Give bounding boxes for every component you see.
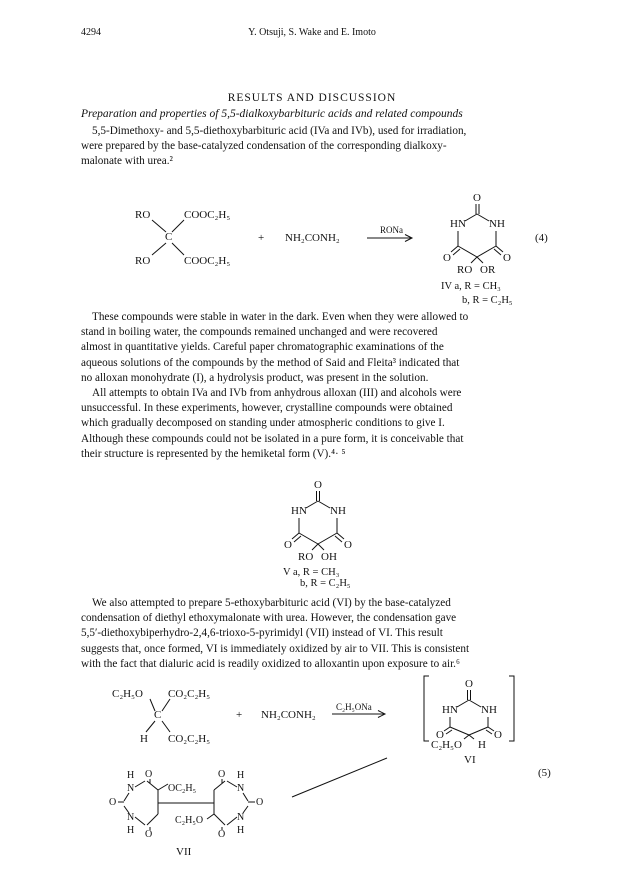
paragraph-2 [81, 310, 559, 386]
bond [243, 793, 248, 801]
scheme4-label-iva: IV a, R = CH₃ [441, 281, 501, 292]
paragraph-3-line: which gradually decomposed on standing under atmospheric conditions to give I. [81, 417, 445, 430]
bond [469, 727, 488, 735]
reaction-scheme-4 [0, 185, 624, 310]
double-bond [446, 730, 452, 734]
subsection-title: Preparation and properties of 5,5-dialkoxybarbituric acids and related compounds [81, 108, 463, 120]
scheme5-h: H [140, 733, 148, 745]
bond [458, 246, 477, 257]
equation-number-5: (5) [538, 767, 551, 779]
scheme4-hn: HN [450, 218, 466, 230]
scheme4-reagent: RONa [380, 225, 403, 235]
bond [457, 700, 469, 707]
paragraph-4 [81, 596, 559, 672]
paragraph-2-line: aqueous solutions of the compounds by the method of Said and Fleita³ indicated that [81, 356, 460, 369]
bond [299, 533, 318, 544]
structure-v-ro: RO [298, 551, 314, 563]
bond [152, 220, 166, 232]
bond [214, 814, 225, 825]
vii-o-top-right: O [218, 769, 226, 780]
equation-number-4: (4) [535, 232, 548, 244]
paragraph-3-line: Although these compounds could not be isolated in a pure form, it is conceivable that [81, 432, 464, 445]
vi-o-top: O [465, 678, 473, 690]
scheme5-ester-bottom: CO₂C₂H₅ [168, 733, 211, 745]
bond [477, 257, 483, 263]
bond [135, 781, 145, 787]
structure-v-label-a: V a, R = CH₃ [283, 567, 340, 578]
bond [465, 214, 477, 221]
paragraph-1-line: 5,5-Dimethoxy- and 5,5-diethoxybarbituric acid (IVa and IVb), used for irradiation, [92, 125, 467, 137]
structure-v-o-top: O [314, 479, 322, 491]
paragraph-3-line: unsuccessful. In these experiments, however, crystalline compounds were obtained [81, 402, 453, 415]
vii-h-bottom-left: H [127, 825, 135, 836]
vii-h-top-left: H [127, 770, 135, 781]
vi-hn: HN [442, 704, 458, 716]
bond [477, 214, 489, 221]
structure-v-oh: OH [321, 551, 337, 563]
bond [172, 243, 184, 255]
vii-o-bottom-left: O [145, 829, 153, 840]
scheme4-or: OR [480, 264, 496, 276]
bond [471, 257, 477, 263]
bond [147, 814, 158, 825]
paragraph-2-line: These compounds were stable in water in the dark. Even when they were allowed to [92, 311, 469, 323]
structure-v-o-left: O [284, 539, 292, 551]
scheme5-urea: NH₂CONH₂ [261, 709, 316, 721]
bracket-right [509, 676, 514, 741]
paragraph-2-line: stand in boiling water, the compounds remained unchanged and were recovered [81, 326, 438, 339]
bond [124, 793, 129, 801]
scheme4-ro: RO [457, 264, 473, 276]
vii-o-top-left: O [145, 769, 153, 780]
structure-v [0, 470, 624, 580]
bond [306, 501, 318, 508]
bond [214, 781, 225, 790]
bond [464, 735, 469, 739]
paragraph-1 [81, 124, 559, 170]
scheme5-reagent: C₂H₅ONa [336, 702, 372, 712]
reaction-scheme-5 [0, 670, 624, 880]
scheme4-urea: NH₂CONH₂ [285, 232, 340, 244]
vii-o-right: O [256, 797, 264, 808]
scheme4-label-ivb: b, R = C₂H₅ [462, 295, 513, 306]
structure-v-o-right: O [344, 539, 352, 551]
vi-h: H [478, 739, 486, 751]
vii-h-top-right: H [237, 770, 245, 781]
scheme4-ro-top: RO [135, 209, 151, 221]
vii-ethoxy-right: C₂H₅O [175, 815, 204, 826]
structure-v-label-b: b, R = C₂H₅ [300, 578, 351, 589]
paragraph-3-line: All attempts to obtain IVa and IVb from anhydrous alloxan (III) and alcohols were [92, 387, 462, 399]
bond [318, 533, 337, 544]
scheme5-ethoxy: C₂H₅O [112, 688, 143, 700]
paragraph-2-line: almost in quantitative yields. Careful paper chromatographic examinations of the [81, 341, 444, 354]
paragraph-4-line: condensation of diethyl ethoxymalonate with urea. However, the condensation gave [81, 612, 457, 625]
bond [318, 501, 330, 508]
bond [162, 699, 170, 711]
paragraph-1-line: were prepared by the base-catalyzed condensation of the corresponding dialkoxy- [81, 140, 447, 153]
paragraph-1-line: malonate with urea.² [81, 155, 173, 168]
paragraph-4-line: 5,5′-diethoxybiperhydro-2,4,6-trioxo-5-pyrimidyl (VII) instead of VI. This result [81, 627, 443, 640]
paragraph-4-line: suggests that, once formed, VI is immediately oxidized by air to VII. This is consistent [81, 642, 470, 655]
bond [146, 721, 155, 732]
scheme5-plus: + [236, 709, 243, 721]
bond [152, 243, 166, 255]
bond [147, 781, 158, 790]
vii-n-bottom-right: N [237, 812, 245, 823]
scheme5-central-carbon: C [154, 709, 162, 721]
paragraph-4-line: We also attempted to prepare 5-ethoxybarbituric acid (VI) by the base-catalyzed [92, 597, 451, 609]
vii-o-bottom-right: O [218, 829, 226, 840]
vi-o-right: O [494, 729, 502, 741]
vii-ethoxy-left: OC₂H₅ [168, 783, 197, 794]
vii-n-top-right: N [237, 783, 245, 794]
structure-v-hn: HN [291, 505, 307, 517]
bond [477, 246, 496, 257]
paragraph-3-line: their structure is represented by the hemiketal form (V).⁴· ⁵ [81, 447, 346, 460]
scheme4-ester-bottom: COOC₂H₅ [184, 255, 231, 267]
bond [158, 784, 168, 790]
pathway-line [292, 758, 387, 797]
scheme4-ro-bottom: RO [135, 255, 151, 267]
bond [227, 781, 237, 787]
vii-n-bottom-left: N [127, 812, 135, 823]
bond [172, 220, 184, 232]
vii-o-left: O [109, 797, 117, 808]
vi-o-left: O [436, 729, 444, 741]
vii-label: VII [176, 846, 192, 858]
section-title: RESULTS AND DISCUSSION [227, 92, 397, 104]
bond [162, 721, 170, 732]
bracket-left [424, 676, 429, 741]
paragraph-2-line: no alloxan monohydrate (I), a hydrolysis product, was present in the solution. [81, 371, 429, 384]
running-header-authors: Y. Otsuji, S. Wake and E. Imoto [248, 27, 376, 38]
double-bond [486, 730, 492, 734]
vi-ethoxy: C₂H₅O [431, 739, 462, 751]
scheme4-o-left: O [443, 252, 451, 264]
paragraph-3 [81, 386, 559, 462]
vii-h-bottom-right: H [237, 825, 245, 836]
page-number: 4294 [81, 27, 101, 38]
bond [450, 727, 469, 735]
scheme5-ester-top: CO₂C₂H₅ [168, 688, 211, 700]
bond [469, 700, 481, 707]
scheme4-ester-top: COOC₂H₅ [184, 209, 231, 221]
vi-label: VI [464, 754, 476, 766]
bond [135, 817, 145, 825]
paragraph-4-line: with the fact that dialuric acid is readily oxidized to alloxantin upon exposure to air.⁶ [81, 657, 460, 670]
scheme4-o-right: O [503, 252, 511, 264]
scheme4-plus: + [258, 232, 265, 244]
bond [207, 814, 214, 819]
vii-n-top-left: N [127, 783, 135, 794]
bond [227, 817, 237, 825]
scheme4-central-carbon: C [165, 231, 173, 243]
bond [312, 544, 318, 550]
double-bond [444, 727, 450, 731]
vi-nh: NH [481, 704, 497, 716]
structure-v-nh: NH [330, 505, 346, 517]
bond [469, 735, 474, 739]
scheme4-nh: NH [489, 218, 505, 230]
scheme4-carbonyl-o-top: O [473, 192, 481, 204]
bond [318, 544, 324, 550]
